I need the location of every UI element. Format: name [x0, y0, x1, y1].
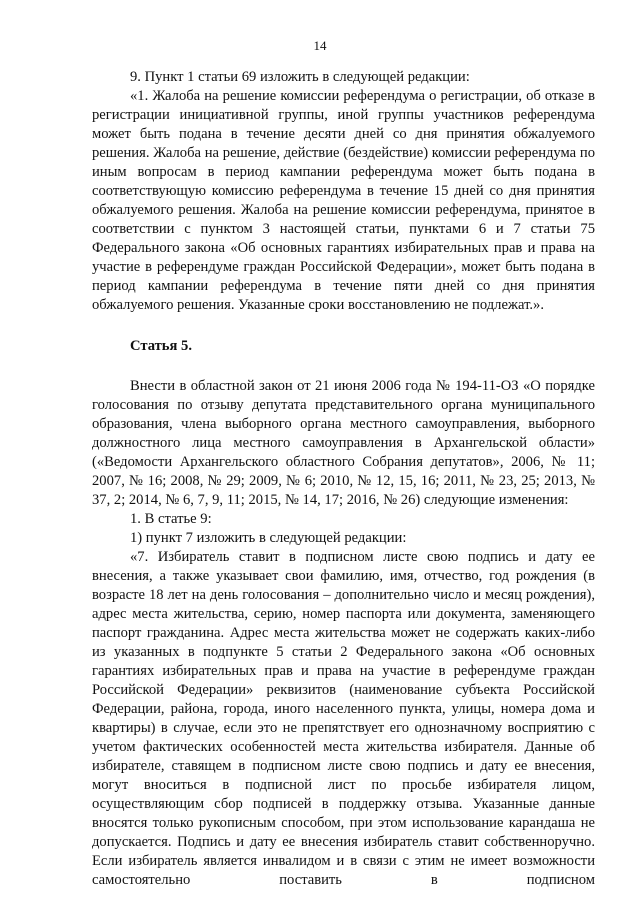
paragraph-point-7-edit: 1) пункт 7 изложить в следующей редакции:	[130, 530, 407, 546]
document-body	[92, 68, 595, 890]
article-heading: Статья 5.	[130, 338, 192, 354]
paragraph-voter-signature: «7. Избиратель ставит в подписном листе свою подпись и дату ее внесения, а также указывает свои фамилию, имя, отчество, год рождения (в возрасте 18 лет на день голосования – дополнительно число и месяц рождения), адрес места жительства, серию, номер паспорта или документа, заменяющего паспорт гражданина. Адрес места жительства может не содержать каких-либо из указанных в подпункте 5 статьи 2 Федерального закона «Об основных гарантиях избирательных прав и права на участие в референдуме граждан Российской Федерации» реквизитов (наименование субъекта Российской Федерации, района, города, иного населенного пункта, улицы, номера дома и квартиры) в случае, если это не препятствует его однозначному восприятию с учетом фактических особенностей места жительства избирателя. Данные об избирателе, ставящем в подписном листе свою подпись и дату ее внесения, могут вноситься в подписной лист по просьбе избирателя лицом, осуществляющим сбор подписей в поддержку отзыва. Указанные данные вносятся только рукописным способом, при этом использование карандаша не допускается. Подпись и дату ее внесения избиратель ставит собственноручно. Если избиратель является инвалидом и в связи с этим не имеет возможности самостоятельно поставить в подписном	[92, 549, 595, 888]
paragraph-amendment-9: 9. Пункт 1 статьи 69 изложить в следующей редакции:	[130, 69, 470, 85]
paragraph-in-article-9: 1. В статье 9:	[130, 511, 212, 527]
paragraph-complaint-text: «1. Жалоба на решение комиссии референдума о регистрации, об отказе в регистрации инициативной группы, иной группы участников референдума может быть подана в течение десяти дней со дня принятия обжалуемого решения. Жалоба на решение, действие (бездействие) комиссии референдума по иным вопросам в период кампании референдума может быть подана в соответствующую комиссию референдума в течение 15 дней со дня принятия обжалуемого решения. Жалоба на решение комиссии референдума, принятое в соответствии с пунктом 3 настоящей статьи, пунктами 6 и 7 статьи 75 Федерального закона «Об основных гарантиях избирательных прав и права на участие в референдуме граждан Российской Федерации», может быть подана в период кампании референдума в течение пяти дней со дня принятия обжалуемого решения. Указанные сроки восстановлению не подлежат.».	[92, 88, 595, 313]
paragraph-introduce-changes: Внести в областной закон от 21 июня 2006 года № 194-11-ОЗ «О порядке голосования по отзыву депутата представительного органа муниципального образования, члена выборного органа местного самоуправления, выборного должностного лица местного самоуправления в Архангельской области» («Ведомости Архангельского областного Собрания депутатов», 2006, № 11; 2007, № 16; 2008, № 29; 2009, № 6; 2010, № 12, 15, 16; 2011, № 23, 25; 2013, № 37, 2; 2014, № 6, 7, 9, 11; 2015, № 14, 17; 2016, № 26) следующие изменения:	[92, 378, 595, 508]
page-number: 14	[313, 38, 327, 53]
